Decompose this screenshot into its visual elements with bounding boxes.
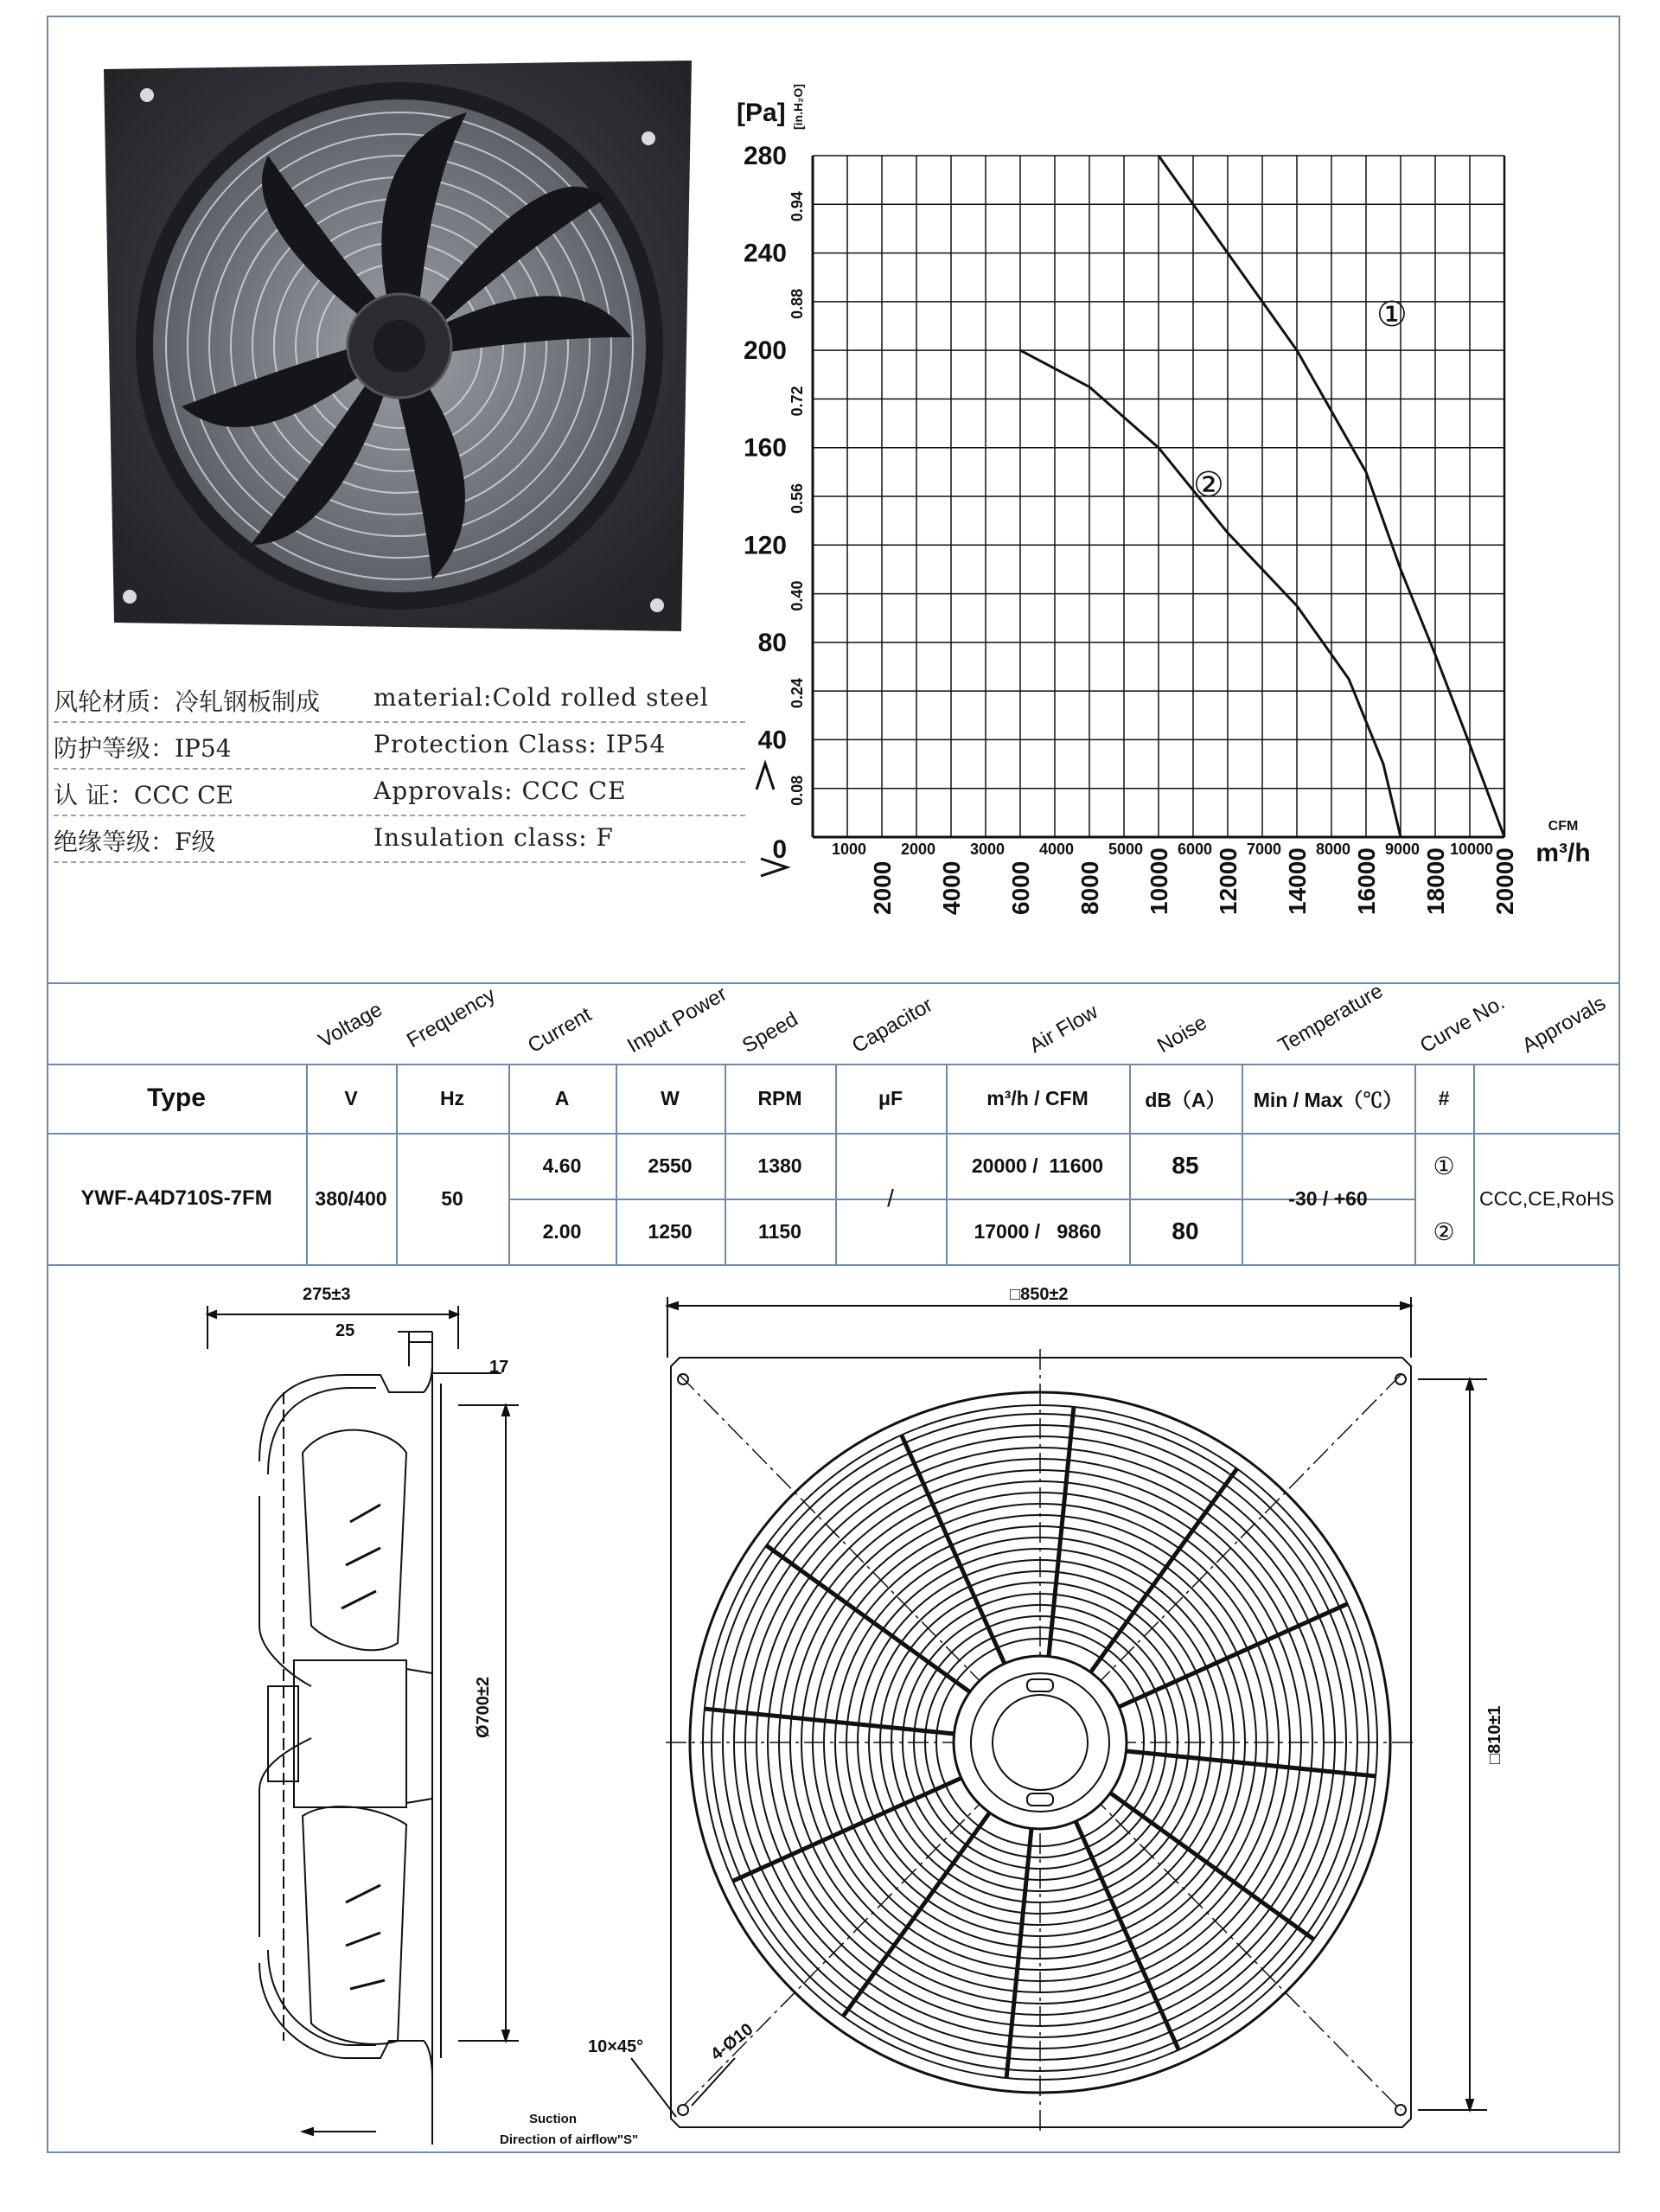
- y2-tick-label: 0.88: [788, 288, 806, 319]
- header-temperature: Temperature: [1274, 979, 1388, 1058]
- x-tick-label: 16000: [1353, 847, 1380, 915]
- header-input-power: Input Power: [623, 981, 731, 1058]
- y2-axis-label: [in.H₂O]: [791, 84, 805, 130]
- spec-protection: [54, 723, 745, 770]
- dim-holes: 4-Ø10: [707, 2019, 757, 2065]
- y-tick-label: 40: [757, 726, 787, 755]
- y-tick-label: 0: [772, 835, 787, 864]
- x-tick-label: 12000: [1215, 847, 1242, 915]
- header-frequency: Frequency: [403, 983, 500, 1053]
- x2-axis-label: CFM: [1548, 819, 1579, 834]
- grille-spoke: [902, 1435, 1005, 1663]
- x2-tick-label: 4000: [1038, 841, 1075, 858]
- label-airflow: Direction of airflow"S": [500, 2132, 639, 2147]
- y-tick-label: 240: [743, 239, 787, 268]
- x2-tick-label: 1000: [831, 841, 867, 858]
- x-tick-label: 6000: [1007, 860, 1034, 915]
- spec-en: Approvals: CCC CE: [374, 777, 627, 805]
- y-axis-label: [Pa]: [737, 99, 786, 127]
- unit-noise: dB（A）: [1145, 1088, 1226, 1111]
- voltage-value: 380/400: [315, 1186, 387, 1210]
- spec-material: [54, 676, 745, 723]
- grille-spoke: [732, 1778, 961, 1881]
- row1-current: 4.60: [542, 1154, 582, 1177]
- dim-chamfer: 10×45°: [588, 2037, 644, 2056]
- y-tick-label: 80: [757, 628, 787, 657]
- y-tick-label: 120: [743, 531, 787, 560]
- header-noise: Noise: [1153, 1011, 1211, 1058]
- row1-noise: 85: [1172, 1152, 1199, 1179]
- spec-cn: 绝缘等级：F级: [54, 828, 216, 856]
- row1-speed: 1380: [757, 1154, 802, 1177]
- x-tick-label: 18000: [1422, 847, 1449, 915]
- x-tick-label: 2000: [869, 860, 896, 915]
- side-view-drawing: [173, 1280, 692, 2145]
- dim-depth: 275±3: [303, 1285, 351, 1304]
- curve-label-2: ②: [1193, 465, 1224, 505]
- dim-17: 17: [489, 1358, 509, 1377]
- dim-25: 25: [335, 1321, 355, 1340]
- row2-noise: 80: [1172, 1218, 1199, 1244]
- front-view-drawing: [657, 1280, 1565, 2153]
- x2-tick-label: 2000: [900, 841, 936, 858]
- approvals-value: CCC,CE,RoHS: [1479, 1186, 1614, 1210]
- header-speed: Speed: [738, 1007, 802, 1058]
- x-tick-label: 14000: [1284, 847, 1311, 915]
- x-tick-label: 4000: [938, 860, 965, 915]
- unit-type: Type: [147, 1084, 206, 1112]
- dim-square: □850±2: [1010, 1285, 1069, 1304]
- unit-voltage: V: [344, 1086, 358, 1109]
- dim-holes-span: □810±1: [1485, 1705, 1504, 1764]
- label-suction: Suction: [529, 2112, 577, 2126]
- temperature-value: -30 / +60: [1288, 1186, 1368, 1210]
- unit-curve: #: [1438, 1086, 1450, 1109]
- x2-tick-label: 8000: [1315, 841, 1351, 858]
- x2-tick-label: 7000: [1246, 841, 1282, 858]
- y-axis-arrow: [757, 764, 774, 790]
- unit-capacitor: μF: [878, 1086, 903, 1109]
- row2-curve: ②: [1433, 1218, 1455, 1245]
- spec-insulation: [54, 816, 745, 863]
- dim-diameter: Ø700±2: [474, 1676, 493, 1738]
- section-divider: [47, 982, 1620, 984]
- grille-spoke: [1119, 1604, 1347, 1707]
- x-tick-label: 10000: [1146, 847, 1172, 915]
- row2-airflow: 17000 / 9860: [974, 1219, 1101, 1243]
- x2-tick-label: 5000: [1108, 841, 1144, 858]
- spec-approvals: [54, 770, 745, 816]
- unit-current: A: [554, 1086, 570, 1109]
- x2-tick-label: 3000: [969, 841, 1006, 858]
- unit-power: W: [661, 1086, 680, 1109]
- header-voltage: Voltage: [315, 997, 386, 1053]
- spec-cn: 防护等级：IP54: [54, 734, 232, 763]
- y2-tick-label: 0.24: [788, 678, 806, 709]
- x-axis-label: m³/h: [1536, 839, 1591, 867]
- y-tick-label: 200: [743, 336, 787, 366]
- header-air-flow: Air Flow: [1025, 1000, 1102, 1058]
- y2-tick-label: 0.94: [788, 191, 806, 222]
- row2-current: 2.00: [542, 1219, 582, 1243]
- x-tick-label: 8000: [1076, 860, 1103, 915]
- spec-en: material:Cold rolled steel: [374, 683, 709, 712]
- spec-en: Insulation class: F: [374, 823, 614, 852]
- row2-power: 1250: [648, 1219, 693, 1243]
- grille-spoke: [1076, 1821, 1178, 2049]
- y-tick-label: 160: [743, 433, 787, 463]
- header-approvals: Approvals: [1518, 991, 1610, 1058]
- x2-tick-label: 6000: [1177, 841, 1213, 858]
- unit-temperature: Min / Max（℃）: [1253, 1088, 1403, 1111]
- spec-cn: 风轮材质：冷轧钢板制成: [54, 687, 321, 716]
- frequency-value: 50: [441, 1186, 463, 1210]
- unit-speed: RPM: [757, 1086, 802, 1109]
- unit-frequency: Hz: [439, 1086, 465, 1109]
- spec-en: Protection Class: IP54: [374, 730, 667, 758]
- header-curve-no: Curve No.: [1416, 990, 1510, 1058]
- row1-curve: ①: [1433, 1152, 1455, 1180]
- performance-chart: [737, 84, 1617, 917]
- y2-tick-label: 0.40: [788, 580, 806, 611]
- y2-tick-label: 0.56: [788, 483, 806, 514]
- header-capacitor: Capacitor: [848, 993, 937, 1058]
- y2-tick-label: 0.72: [788, 386, 806, 417]
- header-current: Current: [524, 1002, 596, 1058]
- x2-tick-label: 10000: [1449, 841, 1494, 858]
- fan-photo: [104, 61, 692, 631]
- x-tick-label: 20000: [1491, 847, 1518, 915]
- spec-cn: 认 证：CCC CE: [54, 781, 233, 809]
- y-tick-label: 280: [743, 142, 787, 170]
- row2-speed: 1150: [758, 1219, 801, 1243]
- unit-airflow: m³/h / CFM: [986, 1086, 1089, 1109]
- capacitor-value: /: [887, 1185, 894, 1211]
- x2-tick-label: 9000: [1384, 841, 1421, 858]
- y2-tick-label: 0.08: [788, 775, 806, 806]
- row1-airflow: 20000 / 11600: [971, 1154, 1104, 1177]
- row1-power: 2550: [648, 1154, 693, 1177]
- curve-label-1: ①: [1376, 295, 1408, 335]
- type-value: YWF-A4D710S-7FM: [80, 1186, 272, 1210]
